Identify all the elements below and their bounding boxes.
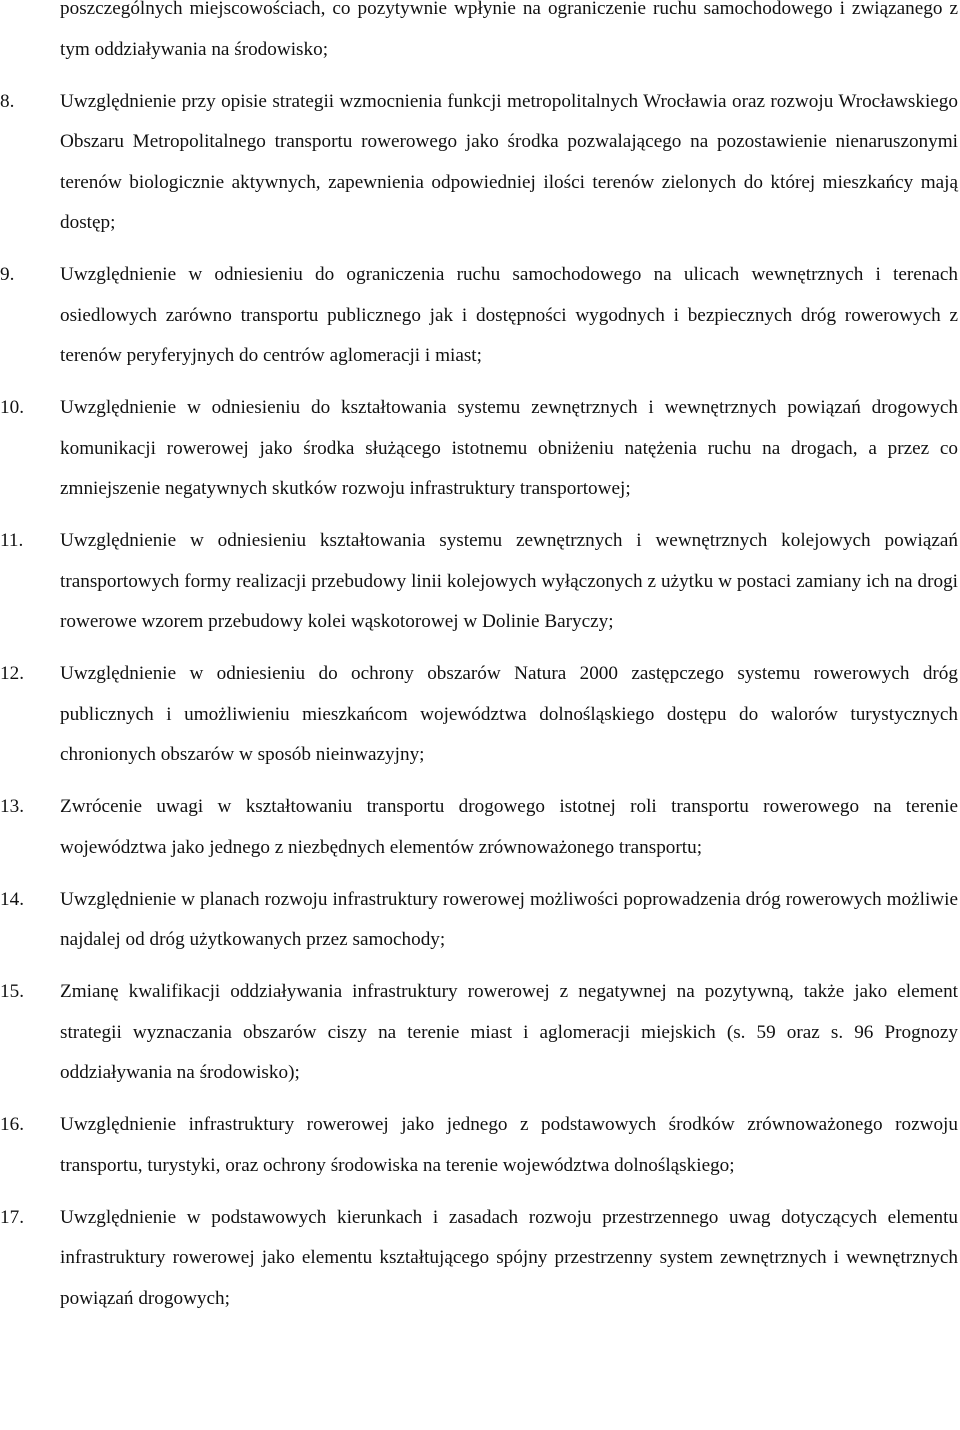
list-item-9: [0, 255, 958, 377]
item-text: Uwzględnienie przy opisie strategii wzmocnienia funkcji metropolitalnych Wrocławia oraz rozwoju Wrocławskiego Obszaru Metropolitalnego transportu rowerowego jako środka pozwalającego na pozostawienie nienaruszonymi terenów biologicznie aktywnych, zapewnienia odpowiedniej ilości terenów zielonych do której mieszkańcy mają dostęp;: [60, 90, 958, 233]
item-text: Uwzględnienie w podstawowych kierunkach i zasadach rozwoju przestrzennego uwag dotyczących elementu infrastruktury rowerowej jako elementu kształtującego spójny przestrzenny system zewnętrznych i wewnętrznych powiązań drogowych;: [60, 1206, 958, 1309]
item-number: 10.: [0, 397, 24, 418]
list-item-13: [0, 787, 958, 868]
recommendations-list: [0, 82, 958, 1320]
item-text: Uwzględnienie w odniesieniu do kształtowania systemu zewnętrznych i wewnętrznych powiązań drogowych komunikacji rowerowej jako środka służącego istotnemu obniżeniu natężenia ruchu na drogach, a przez co zmniejszenie negatywnych skutków rozwoju infrastruktury transportowej;: [60, 397, 958, 499]
item-number: 16.: [0, 1114, 24, 1135]
item-text: Zwrócenie uwagi w kształtowaniu transportu drogowego istotnej roli transportu rowerowego na terenie województwa jako jednego z niezbędnych elementów zrównoważonego transportu;: [60, 796, 958, 858]
item-text: Uwzględnienie w planach rozwoju infrastruktury rowerowej możliwości poprowadzenia dróg rowerowych możliwie najdalej od dróg użytkowanych przez samochody;: [60, 888, 958, 950]
item-number: 15.: [0, 981, 24, 1002]
list-item-12: [0, 654, 958, 776]
item-text: Uwzględnienie w odniesieniu do ograniczenia ruchu samochodowego na ulicach wewnętrznych i terenach osiedlowych zarówno transportu publicznego jak i dostępności wygodnych i bezpiecznych dróg rowerowych z terenów peryferyjnych do centrów aglomeracji i miast;: [60, 264, 958, 366]
list-item-14: [0, 880, 958, 961]
item-text: Zmianę kwalifikacji oddziaływania infrastruktury rowerowej z negatywnej na pozytywną, także jako element strategii wyznaczania obszarów ciszy na terenie miast i aglomeracji miejskich (s. 59 oraz s. 96 Prognozy oddziaływania na środowisko);: [60, 981, 958, 1083]
item-number: 8.: [0, 90, 15, 112]
item-number: 17.: [0, 1206, 24, 1228]
item-number: 12.: [0, 663, 24, 684]
continued-paragraph: poszczególnych miejscowościach, co pozytywnie wpłynie na ograniczenie ruchu samochodowego i związanego z tym oddziaływania na środowisko;: [60, 0, 958, 60]
item-number: 13.: [0, 796, 24, 817]
list-item-16: [0, 1105, 958, 1186]
list-item-10: [0, 388, 958, 510]
item-number: 14.: [0, 888, 24, 910]
item-text: Uwzględnienie w odniesieniu do ochrony obszarów Natura 2000 zastępczego systemu rowerowych dróg publicznych i umożliwieniu mieszkańcom województwa dolnośląskiego dostępu do walorów turystycznych chronionych obszarów w sposób nieinwazyjny;: [60, 663, 958, 765]
list-item-8: [0, 82, 958, 244]
list-item-11: [0, 521, 958, 643]
list-item-15: [0, 972, 958, 1094]
item-text: Uwzględnienie infrastruktury rowerowej jako jednego z podstawowych środków zrównoważonego rozwoju transportu, turystyki, oraz ochrony środowiska na terenie województwa dolnośląskiego;: [60, 1114, 958, 1176]
item-text: Uwzględnienie w odniesieniu kształtowania systemu zewnętrznych i wewnętrznych kolejowych powiązań transportowych formy realizacji przebudowy linii kolejowych wyłączonych z użytku w postaci zamiany ich na drogi rowerowe wzorem przebudowy kolei wąskotorowej w Dolinie Baryczy;: [60, 530, 958, 632]
list-item-17: [0, 1198, 958, 1320]
item-number: 11.: [0, 530, 24, 551]
item-number: 9.: [0, 264, 15, 285]
